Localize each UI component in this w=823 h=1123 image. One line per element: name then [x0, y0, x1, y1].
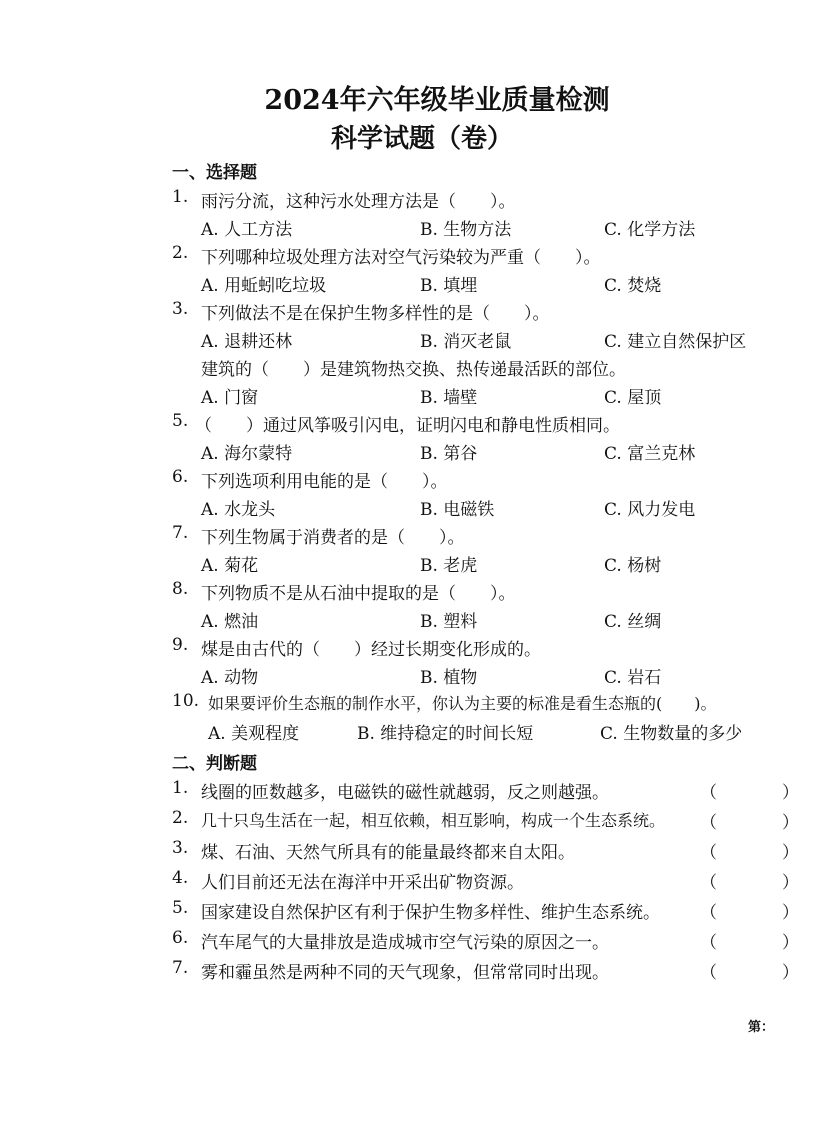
judgment-text: 几十只鸟生活在一起，相互依赖，相互影响，构成一个生态系统。: [201, 811, 666, 830]
exam-subtitle: 科学试题（卷）: [330, 124, 513, 154]
answer-parenthesis: （ ）: [700, 873, 823, 893]
judgment-number: 3.: [172, 838, 189, 858]
question-stem: [0, 187, 794, 211]
judgment-text: 人们目前还无法在海洋中开采出矿物资源。: [201, 873, 524, 893]
option-a: A. 退耕还林: [201, 332, 293, 352]
judgment-number: 4.: [172, 868, 189, 888]
option-b: B. 填埋: [420, 276, 478, 296]
judgment-item: [0, 868, 823, 893]
question-options: [0, 439, 794, 463]
question-stem: [0, 579, 794, 603]
option-c: C. 风力发电: [604, 500, 696, 520]
question-stem: [0, 299, 794, 323]
question-options: [0, 215, 794, 239]
question-number: 7.: [172, 523, 189, 543]
question-stem: [0, 635, 794, 659]
judgment-text: 线圈的匝数越多，电磁铁的磁性就越弱，反之则越强。: [201, 783, 609, 803]
option-a: A. 燃油: [201, 612, 259, 632]
option-a: A. 人工方法: [201, 220, 293, 240]
question-stem: [0, 691, 794, 715]
judgment-text: 国家建设自然保护区有利于保护生物多样性、维护生态系统。: [201, 903, 660, 923]
answer-parenthesis: （ ）: [700, 843, 823, 863]
option-c: C. 岩石: [604, 668, 662, 688]
question-text: 下列做法不是在保护生物多样性的是（ ）。: [201, 304, 550, 324]
question-text: 建筑的（ ）是建筑物热交换、热传递最活跃的部位。: [201, 360, 626, 380]
question-options: [0, 607, 794, 631]
question-stem: [0, 355, 794, 379]
question-number: 3.: [172, 299, 189, 319]
answer-parenthesis: （ ）: [700, 903, 823, 923]
question-number: 2.: [172, 243, 189, 263]
option-c: C. 生物数量的多少: [600, 724, 743, 744]
question-number: 10.: [172, 691, 200, 711]
option-c: C. 富兰克林: [604, 444, 696, 464]
question-number: 9.: [172, 635, 189, 655]
option-b: B. 墙壁: [420, 388, 478, 408]
question-options: [0, 383, 794, 407]
judgment-text: 汽车尾气的大量排放是造成城市空气污染的原因之一。: [201, 933, 609, 953]
question-options: [0, 495, 794, 519]
option-c: C. 焚烧: [604, 276, 662, 296]
option-c: C. 化学方法: [604, 220, 696, 240]
option-a: A. 菊花: [201, 556, 259, 576]
question-text: 下列生物属于消费者的是（ ）。: [201, 528, 465, 548]
answer-parenthesis: （ ）: [700, 933, 823, 953]
judgment-number: 6.: [172, 928, 189, 948]
section-heading-judgment: 二、判断题: [172, 754, 257, 774]
judgment-number: 7.: [172, 958, 189, 978]
option-b: B. 第谷: [420, 444, 478, 464]
question-text: 如果要评价生态瓶的制作水平，你认为主要的标准是看生态瓶的( )。: [208, 694, 717, 713]
question-stem: [0, 411, 794, 435]
option-a: A. 海尔蒙特: [201, 444, 293, 464]
question-number: 8.: [172, 579, 189, 599]
option-a: A. 门窗: [201, 388, 259, 408]
option-c: C. 杨树: [604, 556, 662, 576]
option-b: B. 塑料: [420, 612, 478, 632]
question-options: [0, 327, 794, 351]
question-stem: [0, 243, 794, 267]
judgment-number: 1.: [172, 778, 189, 798]
option-b: B. 维持稳定的时间长短: [357, 724, 534, 744]
exam-title: 2024年六年级毕业质量检测: [264, 85, 610, 116]
question-number: 6.: [172, 467, 189, 487]
judgment-text: 煤、石油、天然气所具有的能量最终都来自太阳。: [201, 843, 575, 863]
judgment-item: [0, 898, 823, 923]
question-text: 煤是由古代的（ ）经过长期变化形成的。: [201, 640, 541, 660]
page-number-label: 第：: [748, 1020, 775, 1035]
question-options: [0, 551, 794, 575]
option-c: C. 屋顶: [604, 388, 662, 408]
answer-parenthesis: （ ）: [700, 813, 823, 833]
option-b: B. 消灭老鼠: [420, 332, 512, 352]
answer-parenthesis: （ ）: [700, 963, 823, 983]
question-number: 5.: [172, 411, 189, 431]
question-text: 下列选项利用电能的是（ ）。: [201, 472, 448, 492]
judgment-number: 5.: [172, 898, 189, 918]
question-stem: [0, 523, 794, 547]
judgment-item: [0, 808, 823, 833]
option-b: B. 老虎: [420, 556, 478, 576]
judgment-text: 雾和霾虽然是两种不同的天气现象，但常常同时出现。: [201, 963, 609, 983]
question-stem: [0, 467, 794, 491]
option-c: C. 建立自然保护区: [604, 332, 747, 352]
judgment-item: [0, 958, 823, 983]
option-b: B. 植物: [420, 668, 478, 688]
question-text: 下列哪种垃圾处理方法对空气污染较为严重（ ）。: [201, 248, 601, 268]
option-a: A. 用蚯蚓吃垃圾: [201, 276, 327, 296]
option-c: C. 丝绸: [604, 612, 662, 632]
question-text: （ ）通过风筝吸引闪电，证明闪电和静电性质相同。: [195, 416, 620, 436]
question-options: [0, 663, 794, 687]
option-b: B. 电磁铁: [420, 500, 495, 520]
answer-parenthesis: （ ）: [700, 783, 823, 803]
judgment-item: [0, 928, 823, 953]
question-options: [0, 271, 794, 295]
question-text: 雨污分流，这种污水处理方法是（ ）。: [201, 192, 516, 212]
option-a: A. 动物: [201, 668, 259, 688]
section-heading-choice: 一、选择题: [172, 163, 257, 183]
option-a: A. 水龙头: [201, 500, 276, 520]
judgment-number: 2.: [172, 808, 189, 828]
judgment-item: [0, 778, 823, 803]
option-b: B. 生物方法: [420, 220, 512, 240]
question-number: 1.: [172, 187, 189, 207]
question-options: [0, 719, 794, 743]
question-text: 下列物质不是从石油中提取的是（ ）。: [201, 584, 516, 604]
judgment-item: [0, 838, 823, 863]
option-a: A. 美观程度: [208, 724, 300, 744]
